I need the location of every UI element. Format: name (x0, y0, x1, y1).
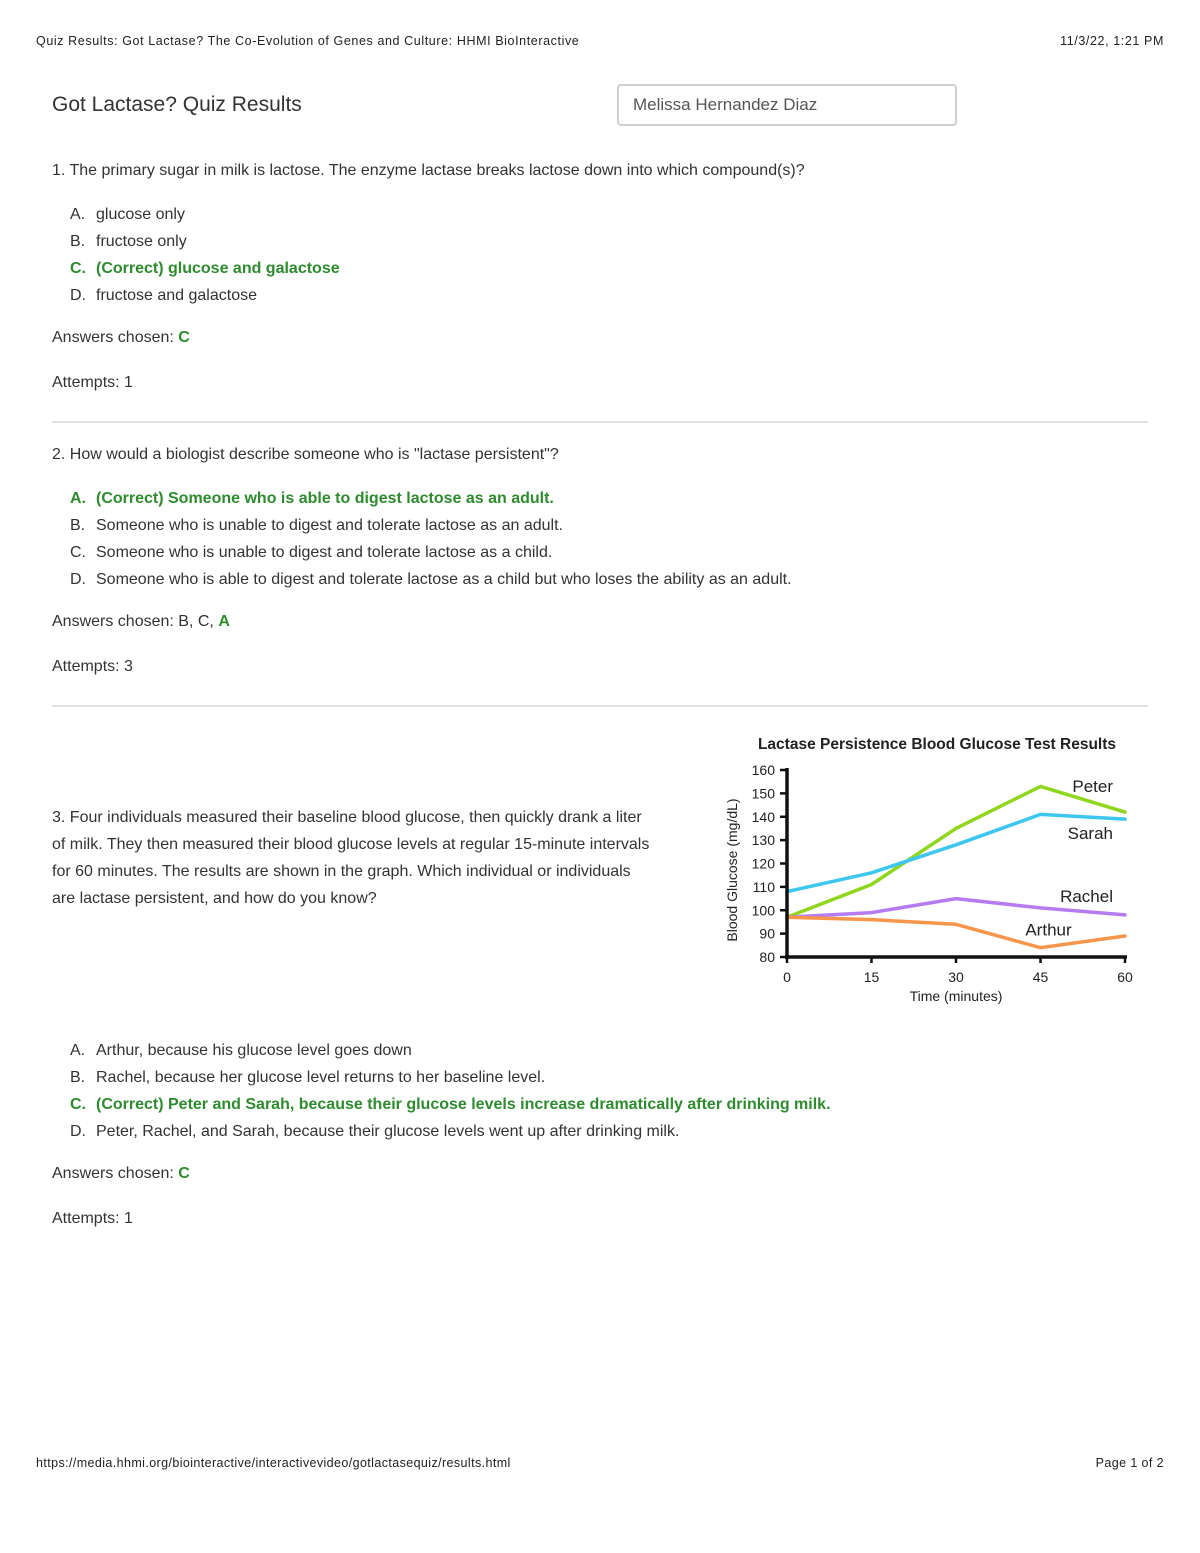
x-tick-label: 30 (948, 969, 964, 985)
y-tick-label: 110 (752, 878, 775, 895)
option-d: D. fructose and galactose (70, 287, 257, 304)
question-text: 2. How would a biologist describe someone who is "lactase persistent"? (52, 446, 559, 463)
option-b: B. Someone who is unable to digest and tolerate lactose as an adult. (70, 517, 563, 534)
series-label-sarah: Sarah (1067, 824, 1113, 844)
option-a-correct: A. (Correct) Someone who is able to digest lactose as an adult. (70, 490, 554, 507)
x-tick-label: 45 (1032, 969, 1049, 985)
series-label-rachel: Rachel (1060, 886, 1113, 906)
page-title: Got Lactase? Quiz Results (52, 93, 302, 116)
divider (52, 421, 1148, 423)
option-b: B. Rachel, because her glucose level returns to her baseline level. (70, 1069, 546, 1086)
print-header-title: Quiz Results: Got Lactase? The Co-Evolution of Genes and Culture: HHMI BioInteractive (36, 34, 580, 48)
y-tick-label: 90 (759, 925, 775, 942)
answers-chosen: Answers chosen: C (52, 1165, 190, 1182)
answers-chosen: Answers chosen: B, C, A (52, 613, 230, 630)
print-footer-url: https://media.hhmi.org/biointeractive/interactivevideo/gotlactasequiz/results.html (36, 1456, 511, 1470)
option-c-correct: C. (Correct) glucose and galactose (70, 260, 340, 277)
y-tick-label: 80 (759, 949, 775, 965)
question-1 (52, 162, 1148, 392)
options-list (52, 485, 1148, 593)
x-tick-label: 0 (783, 969, 791, 985)
y-tick-label: 160 (751, 762, 775, 778)
chart-y-axis-label: Blood Glucose (mg/dL) (724, 798, 740, 942)
y-tick-label: 140 (751, 808, 775, 825)
option-a: A. glucose only (70, 206, 185, 223)
attempts: Attempts: 1 (52, 1210, 133, 1227)
options-list (52, 201, 1148, 309)
chart-x-axis-label: Time (minutes) (909, 988, 1003, 1004)
question-3-text: 3. Four individuals measured their baseline blood glucose, then quickly drank a liter of milk. They then measured their blood glucose levels at regular 15-minute intervals for 60 minutes. The results are shown in the graph. Which individual or individuals are lactase persistent, and how do you know? (52, 809, 650, 907)
divider (52, 705, 1148, 707)
question-text: 1. The primary sugar in milk is lactose. The enzyme lactase breaks lactose down into which compound(s)? (52, 162, 805, 179)
y-tick-label: 100 (751, 902, 775, 919)
y-tick-label: 150 (751, 785, 775, 802)
option-d: D. Peter, Rachel, and Sarah, because their glucose levels went up after drinking milk. (70, 1123, 680, 1140)
student-name-field[interactable]: Melissa Hernandez Diaz (617, 84, 957, 126)
answers-chosen: Answers chosen: C (52, 329, 190, 346)
option-c-correct: C. (Correct) Peter and Sarah, because their glucose levels increase dramatically after drinking milk. (70, 1096, 831, 1113)
print-footer-page: Page 1 of 2 (1095, 1456, 1164, 1470)
attempts: Attempts: 1 (52, 374, 133, 391)
attempts: Attempts: 3 (52, 658, 133, 675)
glucose-line-chart (712, 728, 1152, 1018)
options-list (52, 1037, 1148, 1145)
question-2 (52, 446, 1148, 676)
series-line-arthur (787, 917, 1125, 947)
option-b: B. fructose only (70, 233, 187, 250)
option-c: C. Someone who is unable to digest and tolerate lactose as a child. (70, 544, 553, 561)
y-tick-label: 120 (751, 855, 775, 872)
question-3 (52, 1037, 1148, 1228)
y-tick-label: 130 (751, 832, 775, 849)
option-a: A. Arthur, because his glucose level goes down (70, 1042, 412, 1059)
series-label-peter: Peter (1072, 777, 1113, 797)
x-tick-label: 60 (1117, 969, 1133, 985)
print-header-datetime: 11/3/22, 1:21 PM (1060, 34, 1164, 48)
chart-title: Lactase Persistence Blood Glucose Test Results (757, 736, 1117, 753)
series-label-arthur: Arthur (1025, 920, 1072, 940)
x-tick-label: 15 (863, 969, 880, 985)
option-d: D. Someone who is able to digest and tolerate lactose as a child but who loses the ability as an adult. (70, 571, 792, 588)
